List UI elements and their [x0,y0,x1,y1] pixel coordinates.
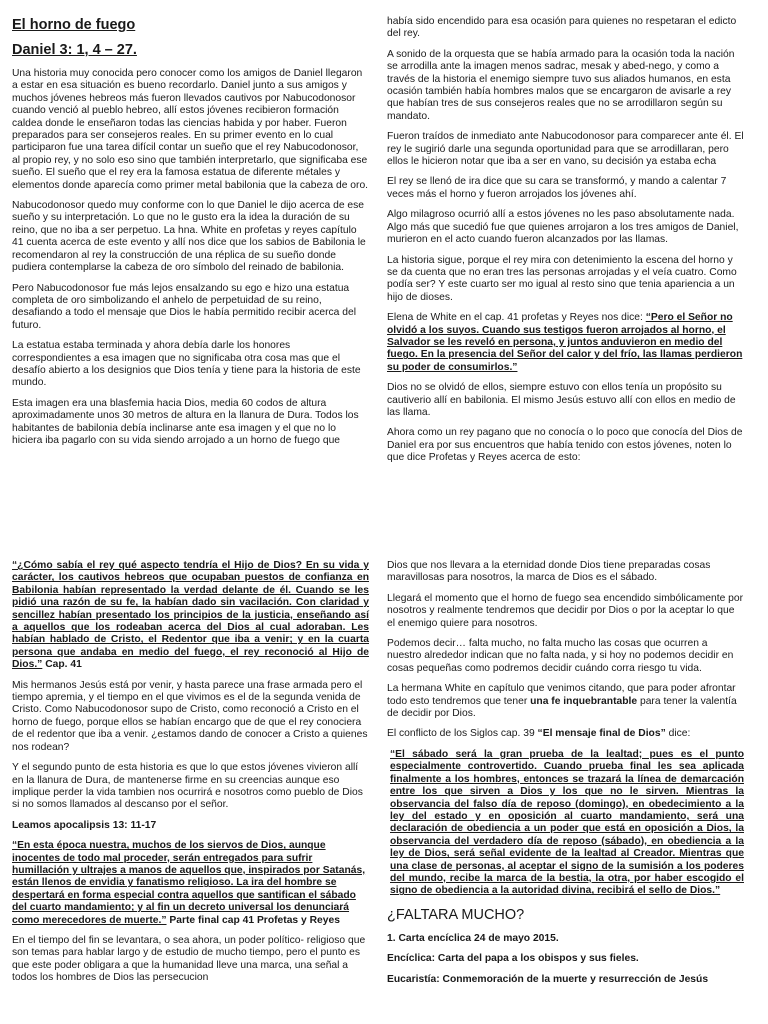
quote-paragraph [12,840,369,927]
definition-item: Eucaristía: Conmemoración de la muerte y resurrección de Jesús [387,973,709,985]
paragraph [387,728,744,740]
definition-item: Encíclica: Carta del papa a los obispos y sus fieles. [387,953,639,965]
reading-reference: Leamos apocalipsis 13: 11-17 [12,819,157,831]
paragraph: Podemos decir… falta mucho, no falta mucho las cosas que ocurren a nuestro alrededor indican que no falta nada, y si hoy no podemos decidir en cosas pequeñas como podremos decidir cuándo corra riesgo tu vida. [387,638,734,674]
paragraph: Ahora como un rey pagano que no conocía o lo poco que conocía del Dios de Daniel era por sus encuentros que había tenido con estos jóvenes, noten lo que dice Profetas y Reyes acerca de esto: [387,427,743,464]
paragraph: Pero Nabucodonosor fue más lejos ensalzando su ego e hizo una estatua completa de oro simbolizando el anhelo de perpetuidad de su reino, desafiando a todo el mensaje que Dios le había permitido recibir acerca del futuro. [12,282,357,331]
chapter-title: “El mensaje final de Dios” [537,728,666,740]
quote-source: Parte final cap 41 Profetas y Reyes [166,914,340,926]
paragraph: La estatua estaba terminada y ahora debía darle los honores correspondientes a esa imagen que no significaba otra cosa mas que el desafío abierto a los designios que Dios tenía y tiene para la historia de este mundo. [12,340,361,389]
paragraph: Fueron traídos de inmediato ante Nabucodonosor para comparecer ante él. El rey le sugirió darle una segunda oportunidad para que se arrodillaran, pero ellos le hicieron notar que iba a ser en vano, su decisión ya estaba echa [387,131,744,168]
paragraph: Dios que nos llevara a la eternidad donde Dios tiene preparadas cosas maravillosas para nosotros, la marca de Dios es el sábado. [387,560,711,584]
paragraph: Mis hermanos Jesús está por venir, y hasta parece una frase armada pero el tiempo apremia, y el tiempo en el que vivimos es el de la segunda venida de Cristo. Como Nabucodonosor supo de Cristo, como reconoció a Cristo en el horno de fuego, porque ellos se habían encargo que de que el rey conociera de el redentor que iba a venir. ¿estamos dando de conocer a Cristo a quienes nos rodean? [12,679,368,753]
highlighted-quote: “¿Cómo sabía el rey qué aspecto tendría el Hijo de Dios? En su vida y carácter, los cautivos hebreos que ocupaban puestos de confianza en Babilonia habían representado la verdad delante de él. Cuando se les pidió una razón de su fe, la habían dado sin vacilación. Con claridad y sencillez habían presentado los principios de la justicia, enseñando así a aquellos que los rodeaban acerca del Dios al cual adoraban. Les habían hablado de Cristo, el Redentor que iba a venir; y en la cuarta persona que andaba en medio del fuego, el rey reconoció al Hijo de Dios.” [12,560,369,671]
emphasis-text: una fe inquebrantable [530,695,638,707]
paragraph: Dios no se olvidó de ellos, siempre estuvo con ellos tenía un propósito su cautiverio allí en babilonia. El mismo Jesús estuvo allí con ellos en medio de las llama. [387,382,736,418]
bottom-left-column [12,560,369,993]
page-bottom-half [0,536,768,1024]
paragraph: El rey se llenó de ira dice que su cara se transformó, y mando a calentar 7 veces más el horno y fueron arrojados los jóvenes ahí. [387,176,727,200]
top-right-column [387,16,744,473]
highlighted-quote: “El sábado será la gran prueba de la lealtad; pues es el punto especialmente controvertido. Cuando prueba final les sea aplicada finalmente a los hombres, entonces se trazará la línea de demarcación entre los que sirven a Dios y los que no le sirven. Mientras la observancia del falso día de reposo (domingo), en obedecimiento a la ley del estado y en oposición al cuarto mandamiento, será una declaración de obediencia a un poder que está en oposición a Dios, la observancia del verdadero día de reposo (sábado), en obediencia a la ley de Dios, será señal evidente de la lealtad al Creador. Mientras que una clase de personas, al aceptar el signo de la sumisión a los poderes del mundo, recibe la marca de la bestia, la otra, por haber escogido el signo de obediencia a la autoridad divina, recibirá el sello de Dios.” [390,748,744,897]
paragraph: A sonido de la orquesta que se había armado para la ocasión toda la nación se arrodilla ante la imagen menos sadrac, mesak y abed-nego, y como a través de la historia el enemigo siempre tuvo sus aliados humanos, en esta ocasión también había hombres malos que se encargaron de avisarle a rey que habían tres de sus consejeros reales que no se arrodillaron según su mandato. [387,48,735,122]
top-left-column [12,16,369,455]
quote-paragraph [12,560,369,672]
paragraph: había sido encendido para esa ocasión para quienes no respetaran el edicto del rey. [387,16,737,40]
paragraph: Y el segundo punto de esta historia es que lo que estos jóvenes vivieron allí en la llanura de Dura, de mantenerse firme en su creencias aunque eso implique perder la vida tambien nos ocurrirá e nosotros como pueblo de Dios si no somos llamados al descanso por el señor. [12,762,363,811]
bottom-right-column [387,560,744,994]
highlighted-quote: “Pero el Señor no olvidó a los suyos. Cuando sus testigos fueron arrojados al horno, el Salvador se les reveló en persona, y juntos anduvieron en medio del fuego. En la presencia del Señor del calor y del frío, las llamas perdieron su poder de consumirlos.” [387,312,743,373]
text-run: dice: [665,728,691,740]
highlighted-quote: “En esta época nuestra, muchos de los siervos de Dios, aunque inocentes de todo mal proceder, serán entregados para sufrir humillación y ultrajes a manos de aquellos que, inspirados por Satanás, están llenos de envidia y fanatismo religioso. La ira del hombre se despertará en forma especial contra aquellos que santifican el sábado del cuarto mandamiento; y al fin un decreto universal los denunciará como merecedores de muerte.” [12,840,366,926]
paragraph [387,683,744,720]
paragraph: Algo milagroso ocurrió allí a estos jóvenes no les paso absolutamente nada. Algo más que sucedió fue que quienes arrojaron a los tres amigos de Daniel, murieron en el acto cuando fueron alcanzados por las llamas. [387,209,739,246]
text-run: El conflicto de los Siglos cap. 39 [387,728,538,740]
quote-intro: Elena de White en el cap. 41 profetas y Reyes nos dice: [387,312,646,324]
quote-paragraph [387,312,744,374]
text-run: para tener la valentía de decidir por Dios. [387,695,737,720]
paragraph: Llegará el momento que el horno de fuego sea encendido simbólicamente por nosotros y realmente tendremos que decidir por Dios o por la aceptar lo que el enemigo quiere para nosotros. [387,592,744,629]
paragraph: Esta imagen era una blasfemia hacia Dios, media 60 codos de altura aproximadamente unos 30 metros de altura en la llanura de Dura. Todos los habitantes de babilonia debía inclinarse ante esa imagen y el que no lo hiciera iba pagarlo con su vida siendo arrojado a un horno de fuego que [12,397,359,446]
paragraph: Nabucodonosor quedo muy conforme con lo que Daniel le dijo acerca de ese sueño y su interpretación. Lo que no le gusto era la idea la duración de su reino, que no iba a ser perpetuo. La hna. White en profetas y reyes capítulo 41 cuenta acerca de este evento y allí nos dice que los sabios de Babilonia le recomendaron al rey la construcción de una réplica de su sueño donde pudiera contemplarse la cabeza de oro símbolo del reinado de babilonia. [12,200,366,274]
paragraph: En el tiempo del fin se levantara, o sea ahora, un poder político- religioso que son temas para hablar largo y de estudio de mucho tiempo, pero el punto es que este poder obligara a que la humanidad lleve una marca, una señal a todos los hombres de Dios las persecucion [12,934,366,984]
list-item: 1. Carta encíclica 24 de mayo 2015. [387,932,559,944]
paragraph: La historia sigue, porque el rey mira con detenimiento la escena del horno y se da cuenta que no eran tres las personas arrojadas y el veía cuatro. Como podía ser? Y este cuarto ser mo igual al resto sino que tenia apariencia a un hijo de dioses. [387,254,737,303]
document-title: El horno de fuego [12,17,136,33]
text-run: La hermana White en capítulo que venimos citando, que para poder afrontar todo esto tendremos que tener [387,683,736,707]
section-heading: ¿FALTARA MUCHO? [387,906,525,923]
paragraph: Una historia muy conocida pero conocer como los amigos de Daniel llegaron a estar en esa situación es bueno recordarlo. Daniel junto a sus amigos y muchos jóvenes hebreos más fueron llevados cautivos por Nabucodonosor cuando venció al pueblo hebreo, allí estos jóvenes recibieron formación caldea donde le enseñaron todas las ciencias habida y por haber. Fueron preparados para ser consejeros reales. En su primer evento en lo cual participaron fue una tarea difícil contar un sueño que el rey Nabucodonosor, al propio rey, y no solo eso sino que también interpretarlo, que significaba ese sueño. El sueño que el rey era la famosa estatua de diferente métales y elementos donde aparecía como primer metal babilonia que la cabeza de oro. [12,68,369,191]
quote-source: Cap. 41 [42,659,82,671]
scripture-reference: Daniel 3: 1, 4 – 27. [12,42,137,58]
